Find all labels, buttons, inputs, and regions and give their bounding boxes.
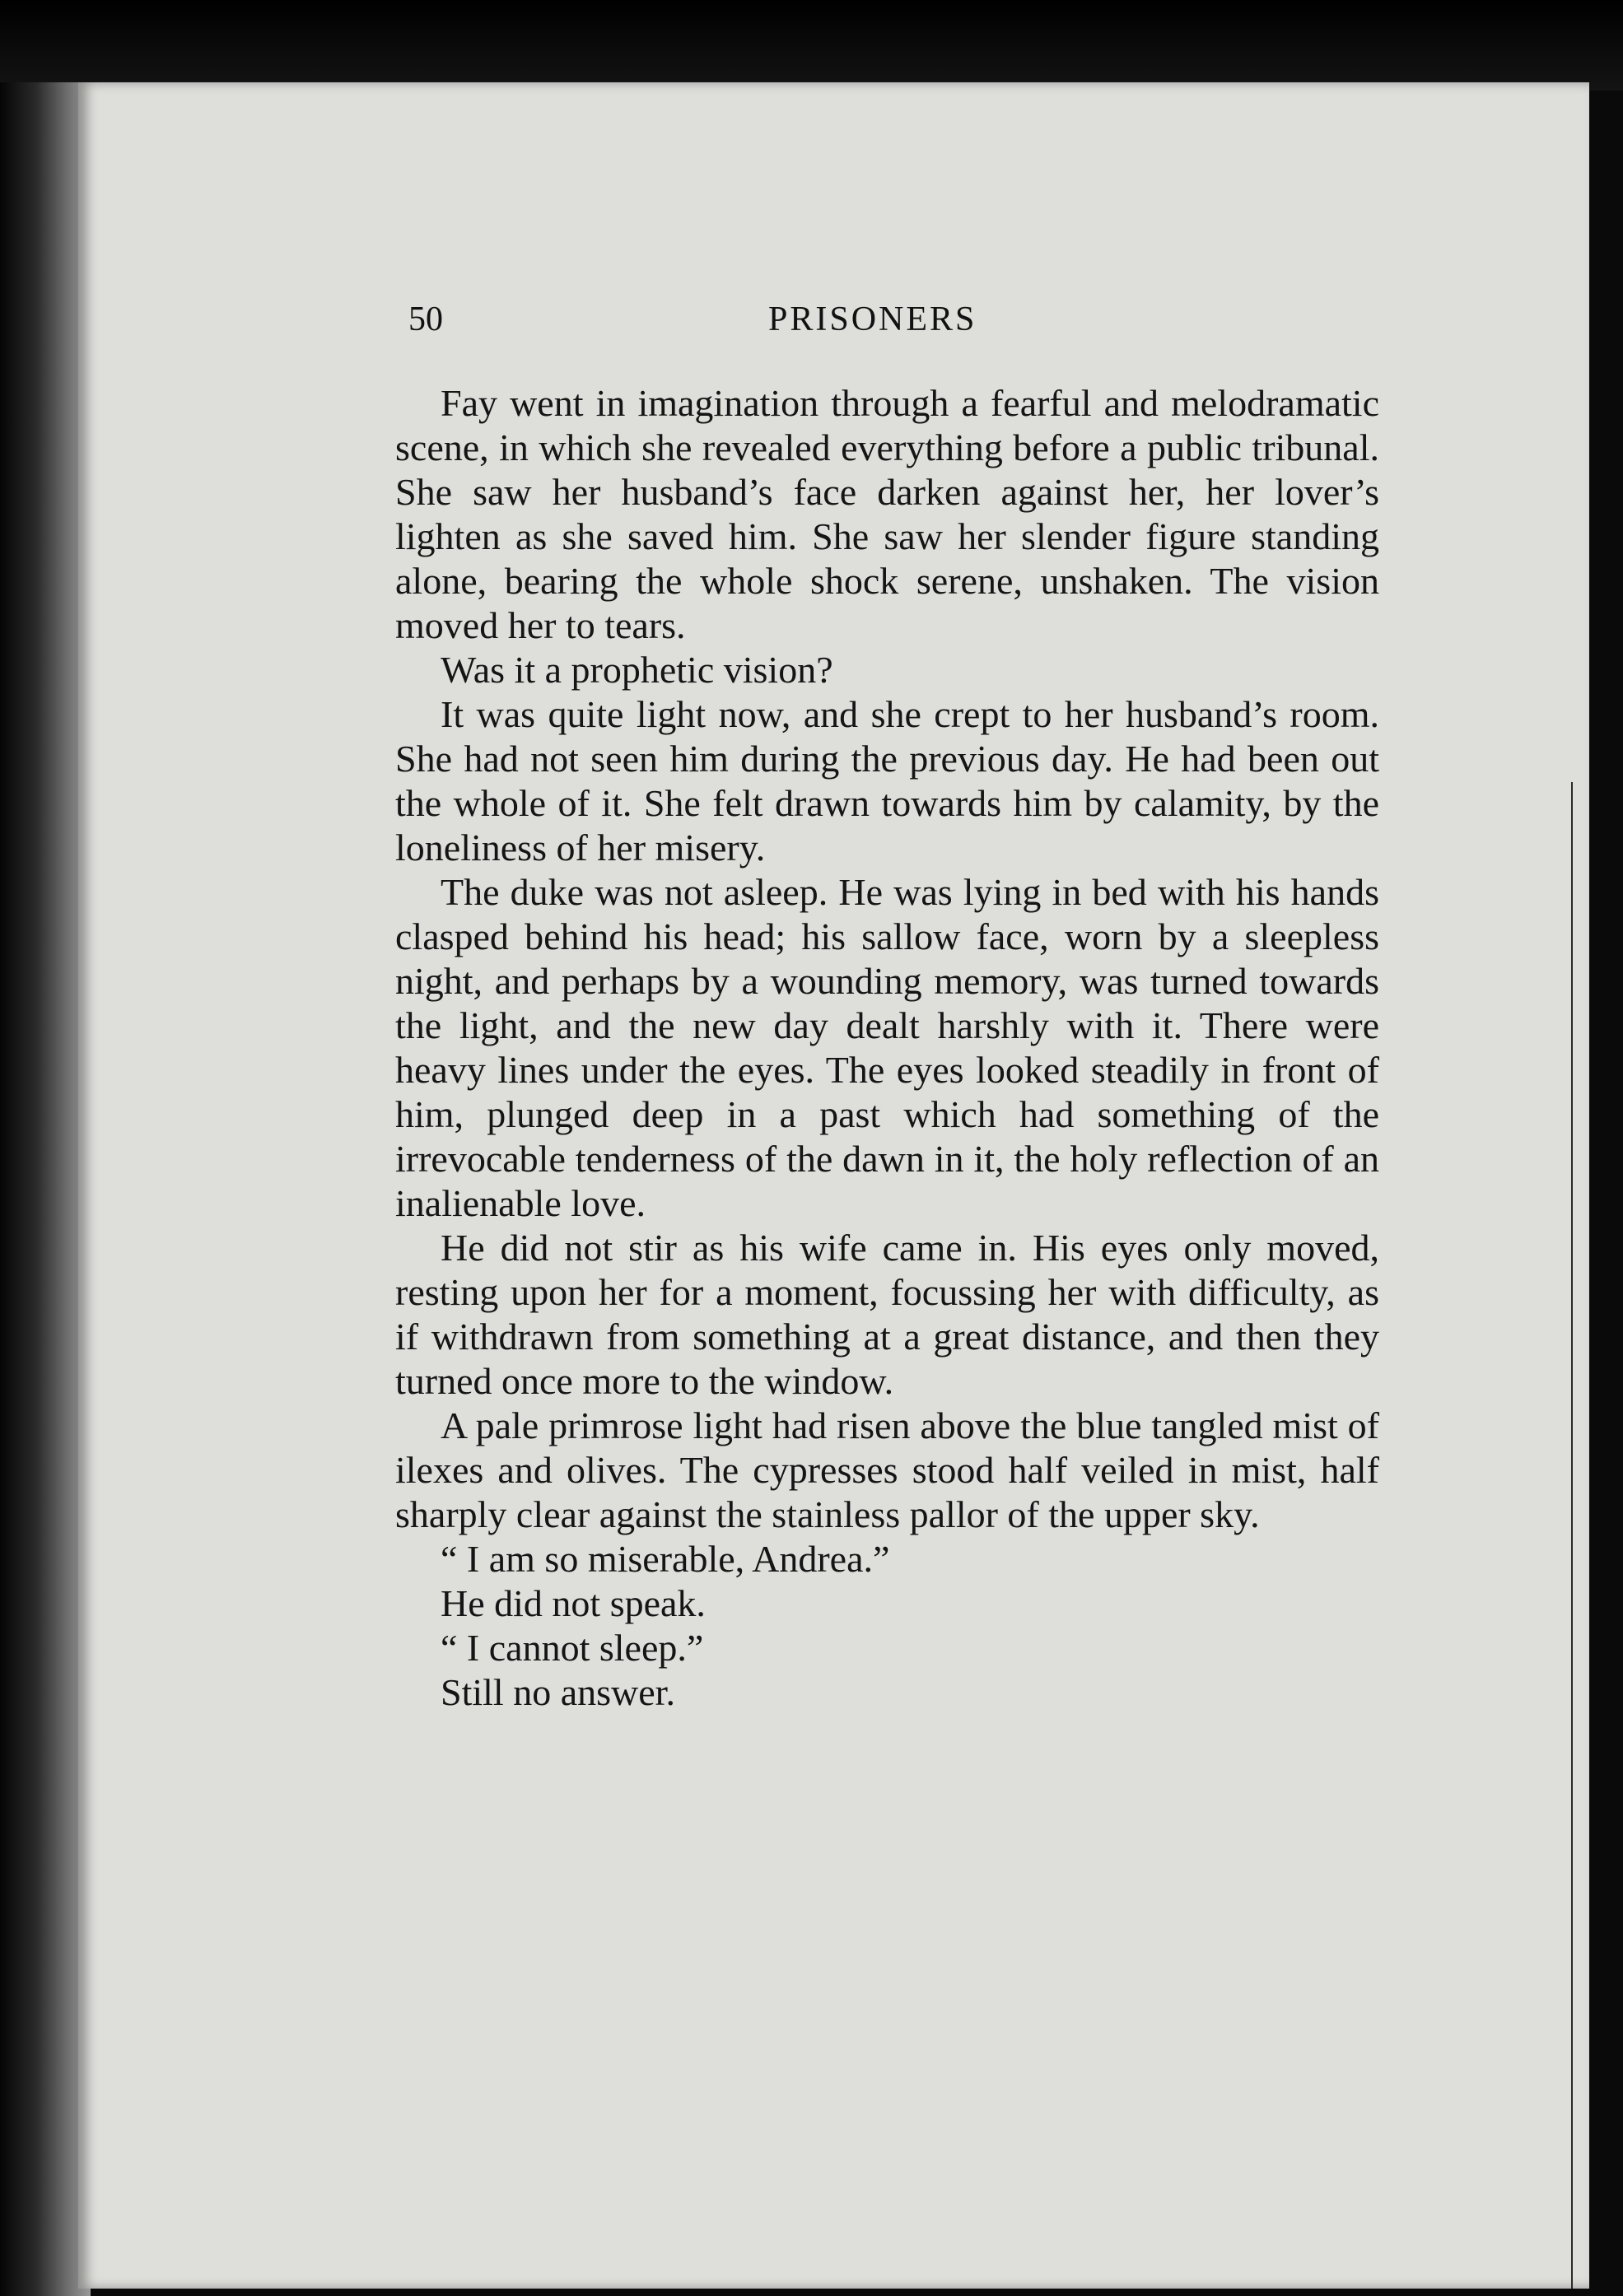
running-title: PRISONERS [768,300,977,338]
paragraph-6: A pale primrose light had risen above the blue tangled mist of ilexes and olives. The cypresses stood half veiled in mist, half sharply clear against the stainless pallor of the upper sky. [395,1404,1379,1535]
paragraph-3: It was quite light now, and she crept to her husband’s room. She had not seen him during the previous day. He had been out the whole of it. She felt drawn towards him by calamity, by the loneliness of her misery. [395,693,1379,869]
scan-top-border [0,0,1623,91]
body-text [395,381,1379,1715]
running-header [408,300,1380,349]
paragraph-5: He did not stir as his wife came in. His eyes only moved, resting upon her for a moment, focussing her with difficulty, as if withdrawn from something at a great distance, and then they turned once more to the window. [395,1227,1379,1402]
book-spine-edge [0,82,91,2296]
page-number: 50 [408,300,443,338]
dialogue-line-1: “ I am so miserable, Andrea.” [441,1538,890,1580]
paragraph-8: He did not speak. [441,1582,706,1624]
page-edge-line [1571,782,1573,2289]
paragraph-10: Still no answer. [441,1671,675,1713]
paragraph-2: Was it a prophetic vision? [441,649,833,691]
dialogue-line-2: “ I cannot sleep.” [441,1627,704,1669]
paragraph-1: Fay went in imagination through a fearful and melodramatic scene, in which she revealed everything before a public tribunal. She saw her husband’s face darken against her, her lover’s lighten as she saved him. She saw her slender figure standing alone, bearing the whole shock serene, unshaken. The vision moved her to tears. [395,382,1379,646]
paragraph-4: The duke was not asleep. He was lying in bed with his hands clasped behind his head; his sallow face, worn by a sleepless night, and perhaps by a wounding memory, was turned towards the light, and the new day dealt harshly with it. There were heavy lines under the eyes. The eyes looked steadily in front of him, plunged deep in a past which had something of the irrevocable tenderness of the dawn in it, the holy reflection of an inalienable love. [395,871,1379,1224]
